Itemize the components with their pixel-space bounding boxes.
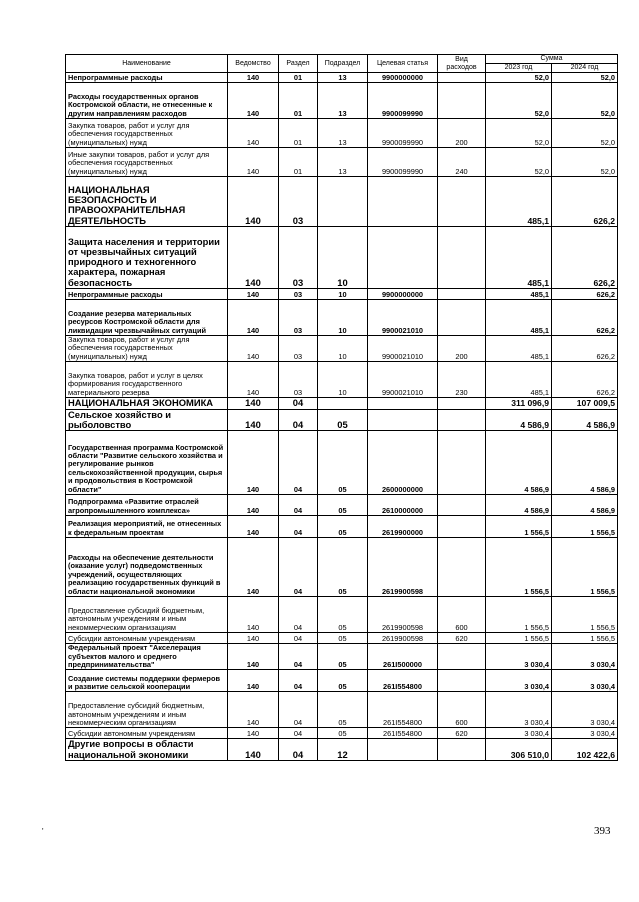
cell-sum-2023: 1 556,5	[486, 633, 552, 644]
cell-section: 03	[279, 227, 318, 289]
cell-department: 140	[228, 177, 279, 227]
cell-target-article: 261I554800	[368, 692, 438, 728]
table-row	[66, 300, 618, 336]
cell-expense-type	[438, 177, 486, 227]
cell-sum-2024: 626,2	[552, 227, 618, 289]
budget-table	[65, 54, 618, 761]
cell-sum-2024: 4 586,9	[552, 495, 618, 516]
cell-target-article: 9900099990	[368, 148, 438, 177]
cell-department: 140	[228, 728, 279, 739]
cell-section: 04	[279, 409, 318, 431]
cell-section: 04	[279, 516, 318, 538]
cell-name: Субсидии автономным учреждениям	[66, 633, 228, 644]
table-body	[66, 73, 618, 761]
cell-expense-type: 600	[438, 597, 486, 633]
cell-subsection: 05	[318, 431, 368, 495]
cell-sum-2024: 4 586,9	[552, 409, 618, 431]
cell-sum-2024: 52,0	[552, 148, 618, 177]
cell-target-article: 2619900598	[368, 633, 438, 644]
cell-target-article: 261I554800	[368, 670, 438, 692]
cell-sum-2023: 485,1	[486, 227, 552, 289]
cell-sum-2023: 485,1	[486, 336, 552, 362]
cell-target-article	[368, 227, 438, 289]
cell-sum-2023: 3 030,4	[486, 728, 552, 739]
table-row	[66, 633, 618, 644]
cell-section: 01	[279, 119, 318, 148]
cell-department: 140	[228, 398, 279, 409]
table-row	[66, 597, 618, 633]
cell-sum-2024: 1 556,5	[552, 597, 618, 633]
cell-department: 140	[228, 495, 279, 516]
cell-name: Расходы на обеспечение деятельности (оказание услуг) подведомственных учреждений, осуществляющих реализацию государственных функций в области национальной экономики	[66, 538, 228, 597]
cell-target-article: 2619900000	[368, 516, 438, 538]
cell-department: 140	[228, 516, 279, 538]
cell-sum-2024: 107 009,5	[552, 398, 618, 409]
cell-subsection: 05	[318, 495, 368, 516]
cell-expense-type	[438, 431, 486, 495]
stray-mark: '	[42, 827, 44, 836]
cell-target-article: 9900021010	[368, 336, 438, 362]
cell-section: 04	[279, 728, 318, 739]
table-row	[66, 670, 618, 692]
cell-target-article	[368, 739, 438, 761]
cell-subsection: 05	[318, 692, 368, 728]
cell-expense-type: 230	[438, 362, 486, 398]
cell-target-article: 9900099990	[368, 83, 438, 119]
cell-section: 01	[279, 83, 318, 119]
cell-target-article: 261I500000	[368, 644, 438, 670]
cell-expense-type: 200	[438, 119, 486, 148]
cell-section: 04	[279, 431, 318, 495]
cell-target-article: 9900000000	[368, 289, 438, 300]
cell-subsection: 05	[318, 409, 368, 431]
cell-section: 04	[279, 644, 318, 670]
cell-sum-2023: 4 586,9	[486, 409, 552, 431]
cell-sum-2023: 306 510,0	[486, 739, 552, 761]
cell-target-article	[368, 177, 438, 227]
table-row	[66, 362, 618, 398]
cell-sum-2023: 485,1	[486, 300, 552, 336]
cell-expense-type	[438, 409, 486, 431]
cell-name: Расходы государственных органов Костромской области, не отнесенные к другим направлениям расходов	[66, 83, 228, 119]
cell-subsection: 13	[318, 73, 368, 83]
cell-department: 140	[228, 644, 279, 670]
cell-sum-2024: 1 556,5	[552, 538, 618, 597]
cell-name: Защита населения и территории от чрезвычайных ситуаций природного и техногенного характера, пожарная безопасность	[66, 227, 228, 289]
cell-target-article	[368, 398, 438, 409]
cell-department: 140	[228, 597, 279, 633]
cell-section: 04	[279, 597, 318, 633]
cell-department: 140	[228, 227, 279, 289]
cell-subsection: 05	[318, 516, 368, 538]
cell-subsection: 13	[318, 83, 368, 119]
cell-sum-2024: 626,2	[552, 300, 618, 336]
cell-expense-type: 240	[438, 148, 486, 177]
page-number: 393	[594, 825, 611, 837]
cell-sum-2023: 485,1	[486, 362, 552, 398]
cell-target-article: 9900021010	[368, 362, 438, 398]
cell-sum-2024: 3 030,4	[552, 692, 618, 728]
cell-section: 04	[279, 692, 318, 728]
table-row	[66, 119, 618, 148]
cell-expense-type	[438, 670, 486, 692]
cell-name: Закупка товаров, работ и услуг в целях формирования государственного материального резерва	[66, 362, 228, 398]
table-row	[66, 739, 618, 761]
cell-sum-2024: 52,0	[552, 83, 618, 119]
table-row	[66, 73, 618, 83]
cell-target-article: 9900099990	[368, 119, 438, 148]
cell-sum-2023: 311 096,9	[486, 398, 552, 409]
cell-subsection	[318, 398, 368, 409]
cell-section: 03	[279, 289, 318, 300]
cell-sum-2023: 52,0	[486, 148, 552, 177]
cell-section: 04	[279, 670, 318, 692]
cell-sum-2024: 3 030,4	[552, 644, 618, 670]
table-row	[66, 692, 618, 728]
cell-name: Создание резерва материальных ресурсов Костромской области для ликвидации чрезвычайных ситуаций	[66, 300, 228, 336]
table-row	[66, 728, 618, 739]
cell-name: Закупка товаров, работ и услуг для обеспечения государственных (муниципальных) нужд	[66, 119, 228, 148]
cell-target-article: 9900021010	[368, 300, 438, 336]
table-row	[66, 148, 618, 177]
cell-sum-2024: 4 586,9	[552, 431, 618, 495]
cell-sum-2023: 1 556,5	[486, 538, 552, 597]
header-department: Ведомство	[228, 55, 279, 73]
cell-department: 140	[228, 289, 279, 300]
cell-sum-2023: 4 586,9	[486, 495, 552, 516]
cell-department: 140	[228, 119, 279, 148]
cell-section: 01	[279, 148, 318, 177]
cell-sum-2024: 626,2	[552, 177, 618, 227]
header-section: Раздел	[279, 55, 318, 73]
cell-subsection: 05	[318, 597, 368, 633]
cell-name: Субсидии автономным учреждениям	[66, 728, 228, 739]
cell-subsection: 13	[318, 119, 368, 148]
cell-name: Создание системы поддержки фермеров и развитие сельской кооперации	[66, 670, 228, 692]
cell-sum-2023: 4 586,9	[486, 431, 552, 495]
table-row	[66, 495, 618, 516]
cell-section: 01	[279, 73, 318, 83]
table-row	[66, 177, 618, 227]
cell-expense-type: 600	[438, 692, 486, 728]
cell-expense-type	[438, 495, 486, 516]
cell-expense-type	[438, 739, 486, 761]
cell-section: 03	[279, 362, 318, 398]
header-target-article: Целевая статья	[368, 55, 438, 73]
cell-expense-type	[438, 289, 486, 300]
header-year-2024: 2024 год	[552, 64, 618, 73]
cell-name: Предоставление субсидий бюджетным, автономным учреждениям и иным некоммерческим организациям	[66, 597, 228, 633]
cell-sum-2024: 3 030,4	[552, 728, 618, 739]
cell-sum-2024: 1 556,5	[552, 516, 618, 538]
cell-department: 140	[228, 362, 279, 398]
cell-department: 140	[228, 300, 279, 336]
cell-subsection: 05	[318, 728, 368, 739]
cell-sum-2024: 3 030,4	[552, 670, 618, 692]
cell-sum-2024: 52,0	[552, 73, 618, 83]
cell-name: НАЦИОНАЛЬНАЯ ЭКОНОМИКА	[66, 398, 228, 409]
cell-expense-type	[438, 398, 486, 409]
cell-expense-type: 200	[438, 336, 486, 362]
cell-department: 140	[228, 336, 279, 362]
cell-sum-2023: 3 030,4	[486, 644, 552, 670]
cell-name: Сельское хозяйство и рыболовство	[66, 409, 228, 431]
cell-sum-2024: 102 422,6	[552, 739, 618, 761]
cell-name: Непрограммные расходы	[66, 73, 228, 83]
table-row	[66, 289, 618, 300]
cell-section: 04	[279, 633, 318, 644]
cell-department: 140	[228, 670, 279, 692]
cell-target-article: 2619900598	[368, 538, 438, 597]
cell-name: Закупка товаров, работ и услуг для обеспечения государственных (муниципальных) нужд	[66, 336, 228, 362]
cell-subsection: 05	[318, 633, 368, 644]
cell-target-article: 261I554800	[368, 728, 438, 739]
cell-name: Реализация мероприятий, не отнесенных к федеральным проектам	[66, 516, 228, 538]
table-row	[66, 409, 618, 431]
cell-subsection: 05	[318, 670, 368, 692]
cell-name: НАЦИОНАЛЬНАЯ БЕЗОПАСНОСТЬ И ПРАВООХРАНИТЕЛЬНАЯ ДЕЯТЕЛЬНОСТЬ	[66, 177, 228, 227]
cell-department: 140	[228, 431, 279, 495]
cell-department: 140	[228, 538, 279, 597]
cell-expense-type	[438, 516, 486, 538]
cell-subsection: 13	[318, 148, 368, 177]
cell-target-article: 2610000000	[368, 495, 438, 516]
header-year-2023: 2023 год	[486, 64, 552, 73]
cell-department: 140	[228, 739, 279, 761]
cell-expense-type	[438, 73, 486, 83]
header-name: Наименование	[66, 55, 228, 73]
cell-sum-2024: 626,2	[552, 362, 618, 398]
table-row	[66, 644, 618, 670]
cell-section: 04	[279, 538, 318, 597]
cell-expense-type: 620	[438, 728, 486, 739]
cell-subsection: 10	[318, 300, 368, 336]
cell-name: Непрограммные расходы	[66, 289, 228, 300]
cell-sum-2024: 1 556,5	[552, 633, 618, 644]
cell-expense-type: 620	[438, 633, 486, 644]
cell-sum-2023: 52,0	[486, 83, 552, 119]
cell-department: 140	[228, 148, 279, 177]
cell-expense-type	[438, 83, 486, 119]
cell-expense-type	[438, 227, 486, 289]
cell-subsection: 10	[318, 362, 368, 398]
cell-sum-2023: 485,1	[486, 177, 552, 227]
table-row	[66, 516, 618, 538]
header-sum: Сумма	[486, 55, 618, 64]
cell-section: 03	[279, 336, 318, 362]
cell-target-article: 2600000000	[368, 431, 438, 495]
cell-section: 04	[279, 398, 318, 409]
cell-sum-2024: 626,2	[552, 289, 618, 300]
table-row	[66, 336, 618, 362]
cell-name: Подпрограмма «Развитие отраслей агропромышленного комплекса»	[66, 495, 228, 516]
cell-sum-2023: 485,1	[486, 289, 552, 300]
cell-department: 140	[228, 692, 279, 728]
cell-name: Федеральный проект "Акселерация субъектов малого и среднего предпринимательства"	[66, 644, 228, 670]
cell-department: 140	[228, 73, 279, 83]
cell-expense-type	[438, 644, 486, 670]
cell-section: 03	[279, 300, 318, 336]
cell-sum-2023: 1 556,5	[486, 516, 552, 538]
cell-expense-type	[438, 538, 486, 597]
cell-department: 140	[228, 633, 279, 644]
cell-name: Иные закупки товаров, работ и услуг для обеспечения государственных (муниципальных) нужд	[66, 148, 228, 177]
cell-target-article: 9900000000	[368, 73, 438, 83]
cell-name: Другие вопросы в области национальной экономики	[66, 739, 228, 761]
cell-sum-2024: 52,0	[552, 119, 618, 148]
cell-sum-2023: 52,0	[486, 73, 552, 83]
cell-sum-2023: 3 030,4	[486, 692, 552, 728]
table-row	[66, 398, 618, 409]
cell-target-article: 2619900598	[368, 597, 438, 633]
cell-subsection: 05	[318, 644, 368, 670]
cell-department: 140	[228, 409, 279, 431]
cell-subsection: 10	[318, 336, 368, 362]
cell-target-article	[368, 409, 438, 431]
cell-name: Предоставление субсидий бюджетным, автономным учреждениям и иным некоммерческим организациям	[66, 692, 228, 728]
cell-subsection	[318, 177, 368, 227]
cell-subsection: 10	[318, 289, 368, 300]
cell-subsection: 05	[318, 538, 368, 597]
cell-sum-2023: 3 030,4	[486, 670, 552, 692]
header-expense-type: Вид расходов	[438, 55, 486, 73]
header-subsection: Подраздел	[318, 55, 368, 73]
cell-sum-2024: 626,2	[552, 336, 618, 362]
cell-department: 140	[228, 83, 279, 119]
cell-sum-2023: 52,0	[486, 119, 552, 148]
table-row	[66, 227, 618, 289]
cell-expense-type	[438, 300, 486, 336]
table-row	[66, 431, 618, 495]
cell-name: Государственная программа Костромской области "Развитие сельского хозяйства и регулирование рынков сельскохозяйственной продукции, сырья и продовольствия в Костромской области"	[66, 431, 228, 495]
table-row	[66, 538, 618, 597]
cell-section: 04	[279, 495, 318, 516]
cell-section: 04	[279, 739, 318, 761]
cell-subsection: 12	[318, 739, 368, 761]
cell-sum-2023: 1 556,5	[486, 597, 552, 633]
cell-section: 03	[279, 177, 318, 227]
table-row	[66, 83, 618, 119]
cell-subsection: 10	[318, 227, 368, 289]
